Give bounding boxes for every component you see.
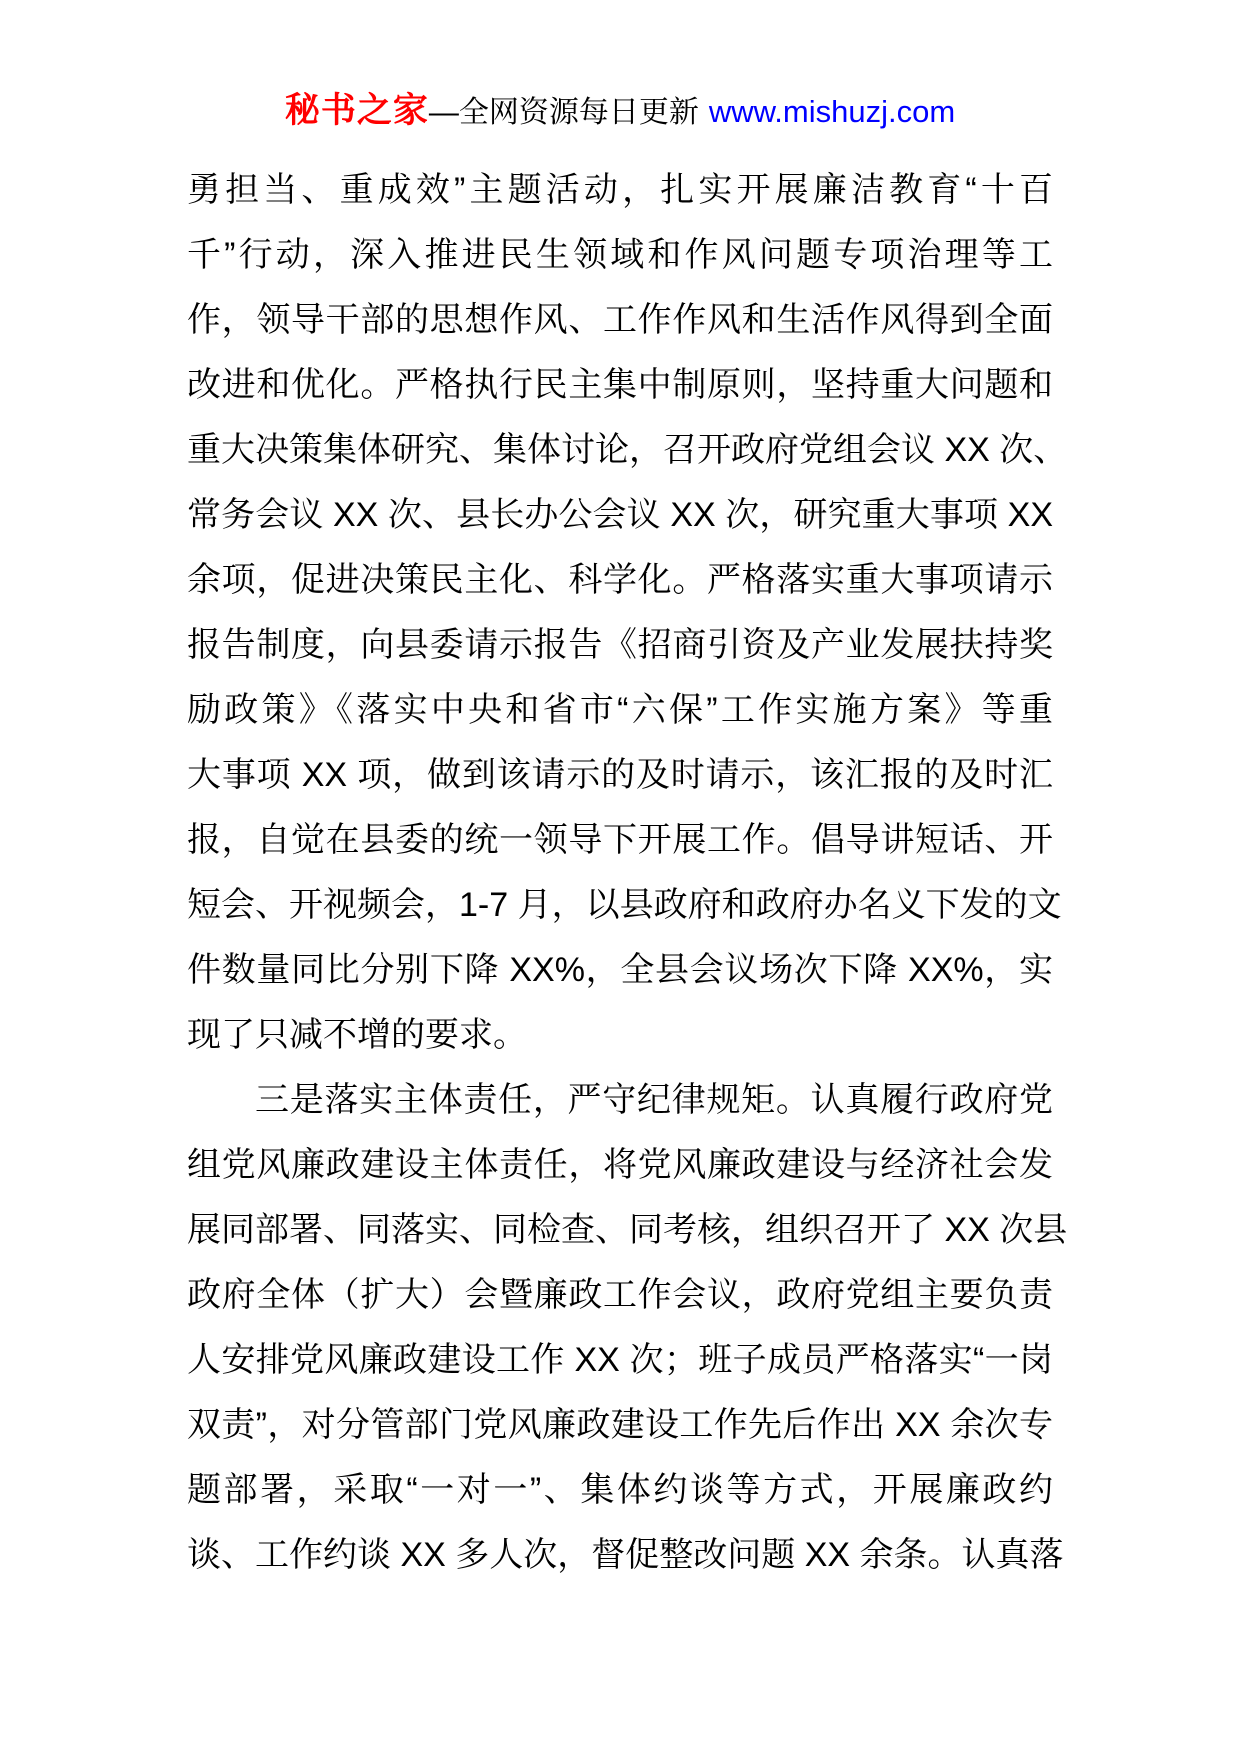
body-line: 谈、工作约谈 XX 多人次，督促整改问题 XX 余条。认真落 (187, 1536, 1064, 1574)
body-line: 政府全体（扩大）会暨廉政工作会议，政府党组主要负责 (187, 1276, 1053, 1314)
body-line: 大事项 XX 项，做到该请示的及时请示，该汇报的及时汇 (187, 756, 1053, 794)
body-line: 千”行动，深入推进民生领域和作风问题专项治理等工 (187, 236, 1053, 274)
page-header (0, 88, 1240, 141)
body-line: 人安排党风廉政建设工作 XX 次；班子成员严格落实“一岗 (187, 1341, 1053, 1379)
body-line: 作，领导干部的思想作风、工作作风和生活作风得到全面 (187, 301, 1053, 339)
header-url-link[interactable]: www.mishuzj.com (708, 94, 956, 129)
body-line: 改进和优化。严格执行民主集中制原则，坚持重大问题和 (187, 366, 1053, 404)
body-line: 报告制度，向县委请示报告《招商引资及产业发展扶持奖 (187, 626, 1053, 664)
body-line: 组党风廉政建设主体责任，将党风廉政建设与经济社会发 (187, 1146, 1053, 1184)
body-line-paragraph-end: 现了只减不增的要求。 (187, 1016, 527, 1054)
body-line: 余项，促进决策民主化、科学化。严格落实重大事项请示 (187, 561, 1053, 599)
header-tagline: —全网资源每日更新 (428, 96, 699, 129)
body-line: 展同部署、同落实、同检查、同考核，组织召开了 XX 次县 (187, 1211, 1068, 1249)
body-line: 报，自觉在县委的统一领导下开展工作。倡导讲短话、开 (187, 821, 1053, 859)
body-line: 勇担当、重成效”主题活动，扎实开展廉洁教育“十百 (187, 171, 1053, 209)
body-line: 重大决策集体研究、集体讨论，召开政府党组会议 XX 次、 (187, 431, 1068, 469)
body-line: 短会、开视频会，1-7 月，以县政府和政府办名义下发的文 (187, 886, 1062, 924)
body-line: 件数量同比分别下降 XX%，全县会议场次下降 XX%，实 (187, 951, 1053, 989)
body-line: 励政策》《落实中央和省市“六保”工作实施方案》等重 (187, 691, 1053, 729)
body-line: 双责”，对分管部门党风廉政建设工作先后作出 XX 余次专 (187, 1406, 1053, 1444)
body-line-paragraph-start: 三是落实主体责任，严守纪律规矩。认真履行政府党 (255, 1081, 1053, 1119)
header-site-name: 秘书之家 (284, 91, 429, 130)
document-body (187, 158, 1068, 1588)
body-line: 题部署，采取“一对一”、集体约谈等方式，开展廉政约 (187, 1471, 1053, 1509)
body-line: 常务会议 XX 次、县长办公会议 XX 次，研究重大事项 XX (187, 496, 1053, 534)
